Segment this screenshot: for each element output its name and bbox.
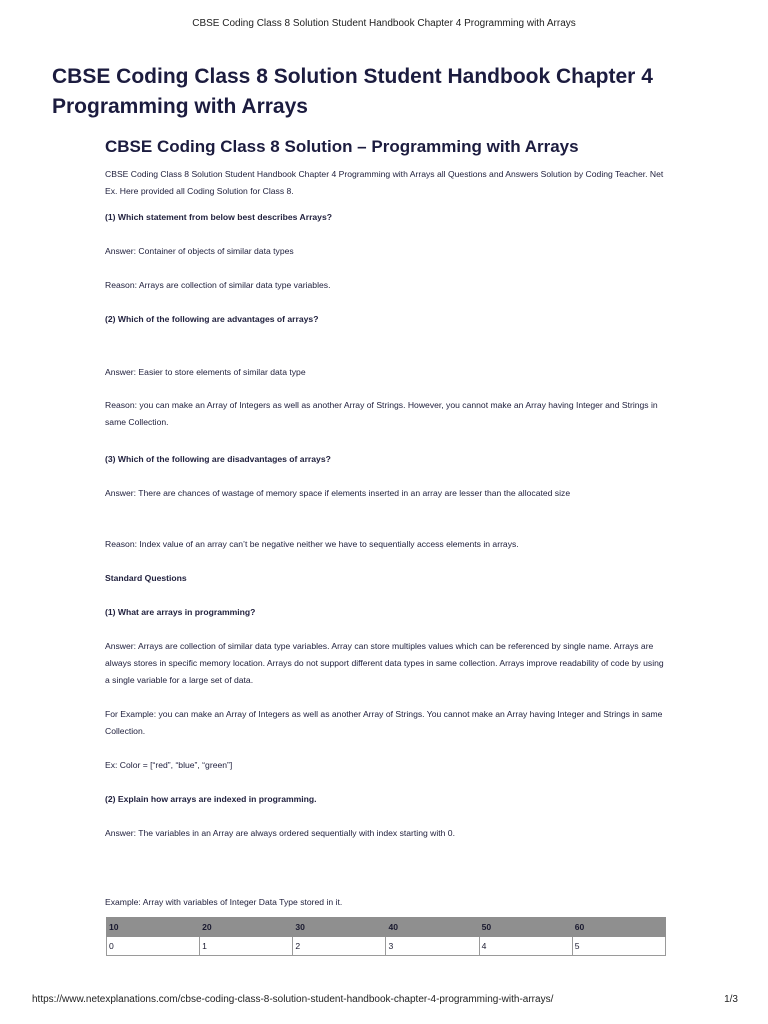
question-2: (2) Which of the following are advantages of arrays?	[105, 314, 319, 324]
standard-answer-1: Answer: Arrays are collection of similar data type variables. Array can store multiples values which can be referenced by single name. Arrays are always stores in specific memory location. Arrays do not support different data types in same collection. Arrays improve readability of code by using a single variable for a large set of data.	[105, 641, 664, 685]
array-value-cell: 30	[293, 918, 386, 937]
array-index-table	[106, 917, 666, 956]
array-index-cell: 5	[572, 937, 665, 956]
standard-question-2: (2) Explain how arrays are indexed in programming.	[105, 794, 317, 804]
standard-question-1: (1) What are arrays in programming?	[105, 607, 256, 617]
standard-answer-2: Answer: The variables in an Array are always ordered sequentially with index starting with 0.	[105, 828, 455, 838]
array-index-cell: 2	[293, 937, 386, 956]
array-value-cell: 60	[572, 918, 665, 937]
answer-1: Answer: Container of objects of similar data types	[105, 246, 294, 256]
array-index-cell: 4	[479, 937, 572, 956]
array-index-cell: 3	[386, 937, 479, 956]
array-value-cell: 10	[107, 918, 200, 937]
reason-1: Reason: Arrays are collection of similar data type variables.	[105, 280, 331, 290]
answer-3: Answer: There are chances of wastage of memory space if elements inserted in an array are lesser than the allocated size	[105, 488, 571, 498]
page-title: CBSE Coding Class 8 Solution Student Handbook Chapter 4 Programming with Arrays	[52, 65, 653, 118]
standard-example-1: For Example: you can make an Array of Integers as well as another Array of Strings. You cannot make an Array having Integer and Strings in same Collection.	[105, 709, 663, 736]
question-3: (3) Which of the following are disadvantages of arrays?	[105, 454, 331, 464]
array-indexes-row	[107, 937, 666, 956]
reason-2: Reason: you can make an Array of Integers as well as another Array of Strings. However, you cannot make an Array having Integer and Strings in same Collection.	[105, 400, 658, 427]
print-header: CBSE Coding Class 8 Solution Student Handbook Chapter 4 Programming with Arrays	[192, 18, 576, 29]
array-values-row	[107, 918, 666, 937]
array-index-cell: 1	[200, 937, 293, 956]
page-number: 1/3	[724, 994, 738, 1005]
intro-paragraph: CBSE Coding Class 8 Solution Student Handbook Chapter 4 Programming with Arrays all Questions and Answers Solution by Coding Teacher. Net Ex. Here provided all Coding Solution for Class 8.	[105, 169, 664, 196]
article-content	[105, 134, 670, 956]
section-title: CBSE Coding Class 8 Solution – Programming with Arrays	[105, 137, 579, 156]
footer-url-link[interactable]: https://www.netexplanations.com/cbse-coding-class-8-solution-student-handbook-chapter-4-programming-with-arrays/	[32, 994, 554, 1005]
standard-questions-heading: Standard Questions	[105, 573, 187, 583]
array-index-cell: 0	[107, 937, 200, 956]
answer-2: Answer: Easier to store elements of similar data type	[105, 367, 306, 377]
array-value-cell: 20	[200, 918, 293, 937]
array-example-caption: Example: Array with variables of Integer Data Type stored in it.	[105, 897, 343, 907]
array-value-cell: 40	[386, 918, 479, 937]
question-1: (1) Which statement from below best describes Arrays?	[105, 212, 332, 222]
reason-3: Reason: Index value of an array can’t be negative neither we have to sequentially access elements in arrays.	[105, 539, 519, 549]
array-value-cell: 50	[479, 918, 572, 937]
code-example: Ex: Color = [“red”, “blue”, “green”]	[105, 760, 233, 770]
